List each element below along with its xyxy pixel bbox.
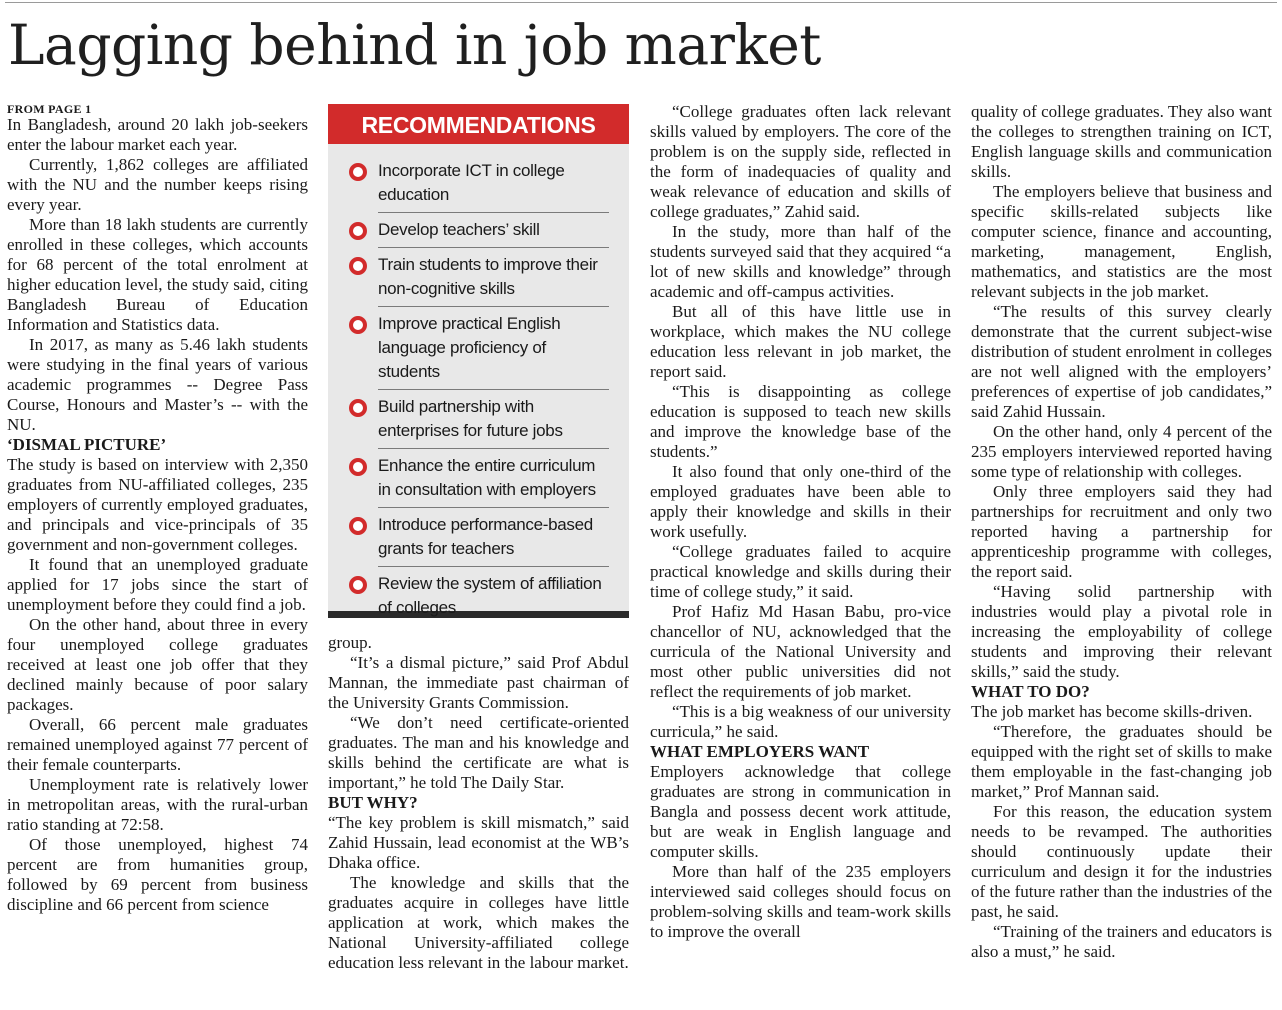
paragraph: The job market has become skills-driven. (971, 702, 1253, 721)
paragraph: Unemployment rate is relatively lower in metropolitan areas, with the rural-urban ratio standing at 72:58. (7, 775, 308, 834)
recommendation-item: Enhance the entire curriculum in consultation with employers (378, 449, 609, 508)
from-page-label: FROM PAGE 1 (7, 102, 92, 116)
recommendations-box (328, 104, 629, 618)
paragraph: group. (328, 633, 372, 652)
paragraph: It found that an unemployed graduate applied for 17 jobs since the start of unemployment before they could find a job. (7, 555, 308, 614)
paragraph: “Therefore, the graduates should be equipped with the right set of skills to make them employable in the fast-changing job market,” Prof Mannan said. (971, 722, 1272, 801)
subheading-dismal-picture: ‘DISMAL PICTURE’ (7, 435, 167, 454)
paragraph: “College graduates often lack relevant skills valued by employers. The core of the problem is on the supply side, reflected in the form of inadequacies of quality and weak relevance of education and skills of college graduates,” Zahid said. (650, 102, 951, 221)
paragraph: It also found that only one-third of the employed graduates have been able to apply their knowledge and skills in their work usefully. (650, 462, 951, 541)
paragraph: But all of this have little use in workplace, which makes the NU college education less relevant in job market, the report said. (650, 302, 951, 381)
paragraph: The employers believe that business and specific skills-related subjects like computer science, finance and accounting, marketing, management, English, mathematics, and statistics are the most relevant subjects in the job market. (971, 182, 1272, 301)
circle-bullet-icon (349, 163, 367, 181)
paragraph: For this reason, the education system needs to be revamped. The authorities should continuously update their curriculum and design it for the industries of the future rather than the industries of the past, he said. (971, 802, 1272, 921)
paragraph: In Bangladesh, around 20 lakh job-seekers enter the labour market each year. (7, 115, 308, 154)
subheading-but-why: BUT WHY? (328, 793, 418, 812)
paragraph: “Having solid partnership with industries would play a pivotal role in increasing the employability of college students and improving their relevant skills,” said the study. (971, 582, 1272, 681)
circle-bullet-icon (349, 222, 367, 240)
paragraph: “The key problem is skill mismatch,” said Zahid Hussain, lead economist at the WB’s Dhaka office. (328, 813, 629, 872)
circle-bullet-icon (349, 576, 367, 594)
paragraph: On the other hand, about three in every four unemployed college graduates received at least one job offer that they declined mainly because of poor salary packages. (7, 615, 308, 714)
paragraph: More than half of the 235 employers interviewed said colleges should focus on problem-solving skills and team-work skills to improve the overall (650, 862, 951, 941)
paragraph: Prof Hafiz Md Hasan Babu, pro-vice chancellor of NU, acknowledged that the curricula of the National University and most other public universities did not reflect the requirements of job market. (650, 602, 951, 701)
recommendation-item: Develop teachers’ skill (378, 213, 609, 248)
circle-bullet-icon (349, 316, 367, 334)
recommendation-item: Improve practical English language proficiency of students (378, 307, 609, 390)
subheading-what-employers-want: WHAT EMPLOYERS WANT (650, 742, 870, 761)
paragraph: “Training of the trainers and educators is also a must,” he said. (971, 922, 1272, 961)
paragraph: Employers acknowledge that college graduates are strong in communication in Bangla and possess decent work attitude, but are weak in English language and computer skills. (650, 762, 951, 861)
paragraph: More than 18 lakh students are currently enrolled in these colleges, which accounts for 68 percent of the total enrolment at higher education level, the study said, citing Bangladesh Bureau of Education Information and Statistics data. (7, 215, 308, 334)
paragraph: “This is a big weakness of our university curricula,” he said. (650, 702, 951, 741)
subheading-what-to-do: WHAT TO DO? (971, 682, 1090, 701)
recommendations-list (328, 144, 629, 625)
paragraph: The knowledge and skills that the graduates acquire in colleges have little application at work, which makes the National University-affiliated college education less relevant in the labour market. (328, 873, 629, 972)
paragraph: quality of college graduates. They also want the colleges to strengthen training on ICT, English language skills and communication skills. (971, 102, 1272, 181)
recommendation-item: Introduce performance-based grants for teachers (378, 508, 609, 567)
paragraph: In 2017, as many as 5.46 lakh students were studying in the final years of various academic programmes -- Degree Pass Course, Honours and Master’s -- with the NU. (7, 335, 308, 434)
paragraph: “College graduates failed to acquire practical knowledge and skills during their time of college study,” it said. (650, 542, 951, 601)
paragraph: “It’s a dismal picture,” said Prof Abdul Mannan, the immediate past chairman of the University Grants Commission. (328, 653, 629, 712)
paragraph: Only three employers said they had partnerships for recruitment and only two reported having a partnership for apprenticeship programme with colleges, the report said. (971, 482, 1272, 581)
paragraph: Of those unemployed, highest 74 percent are from humanities group, followed by 69 percent from business discipline and 66 percent from science (7, 835, 308, 914)
recommendation-item: Incorporate ICT in college education (378, 154, 609, 213)
circle-bullet-icon (349, 399, 367, 417)
paragraph: “This is disappointing as college education is supposed to teach new skills and improve the knowledge base of the students.” (650, 382, 951, 461)
circle-bullet-icon (349, 458, 367, 476)
paragraph: “We don’t need certificate-oriented graduates. The man and his knowledge and skills behind the certificate are what is important,” he told The Daily Star. (328, 713, 629, 792)
circle-bullet-icon (349, 257, 367, 275)
recommendation-item: Build partnership with enterprises for future jobs (378, 390, 609, 449)
circle-bullet-icon (349, 517, 367, 535)
page-headline: Lagging behind in job market (8, 13, 821, 77)
recommendation-item: Review the system of affiliation of colleges (378, 567, 609, 625)
recommendations-title: RECOMMENDATIONS (328, 104, 629, 144)
top-rule (5, 2, 1277, 3)
article-column-4 (971, 102, 1272, 962)
paragraph: Currently, 1,862 colleges are affiliated with the NU and the number keeps rising every year. (7, 155, 308, 214)
paragraph: “The results of this survey clearly demonstrate that the current subject-wise distribution of student enrolment in colleges are not well aligned with the employers’ preferences of expertise of job candidates,” said Zahid Hussain. (971, 302, 1272, 421)
article-column-2 (328, 633, 629, 973)
paragraph: In the study, more than half of the students surveyed said that they acquired “a lot of new skills and knowledge” through academic and off-campus activities. (650, 222, 951, 301)
paragraph: Overall, 66 percent male graduates remained unemployed against 77 percent of their female counterparts. (7, 715, 308, 774)
article-column-1 (7, 102, 308, 915)
paragraph: The study is based on interview with 2,350 graduates from NU-affiliated colleges, 235 employers of currently employed graduates, and principals and vice-principals of 35 government and non-government colleges. (7, 455, 308, 554)
paragraph: On the other hand, only 4 percent of the 235 employers interviewed reported having some type of relationship with colleges. (971, 422, 1272, 481)
article-column-3 (650, 102, 951, 942)
recommendation-item: Train students to improve their non-cognitive skills (378, 248, 609, 307)
